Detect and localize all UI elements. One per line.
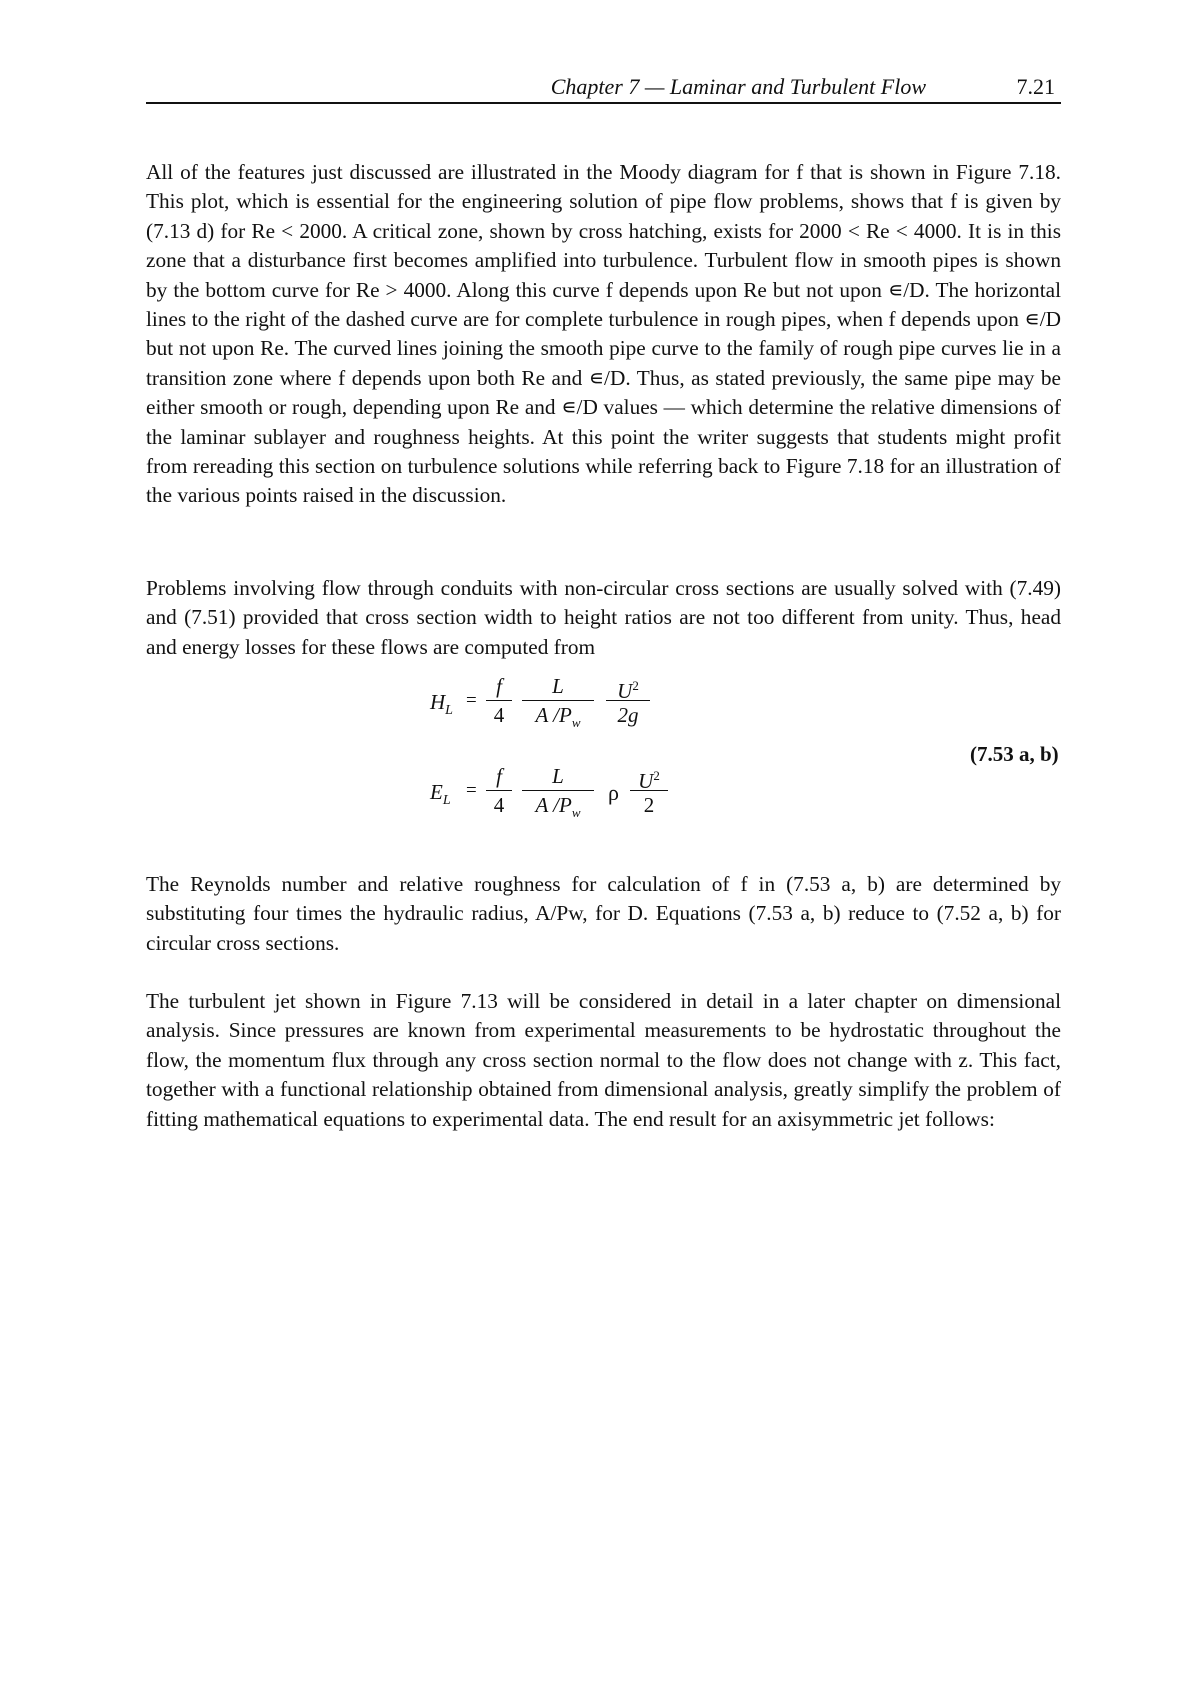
eq2-equals: = (466, 780, 477, 801)
equation-number: (7.53 a, b) (970, 742, 1059, 766)
eq1-equals: = (466, 690, 477, 711)
eq2-rho: ρ (608, 780, 619, 805)
paragraph-turbulent-jet: The turbulent jet shown in Figure 7.13 will be considered in detail in a later chapter on dimensional analysis. Since pressures are known from experimental measurements to be hydrostatic throughout the flow, the momentum flux through any cross section normal to the flow does not change with z. This fact, together with a functional relationship obtained from dimensional analysis, greatly simplify the problem of fitting mathematical equations to experimental data. The end result for an axisymmetric jet follows: (146, 989, 1061, 1131)
eq1-fraction-L-over-A-Pw: L A $/P_w$ (522, 672, 594, 729)
eq2-lhs: $E_L$ (430, 780, 451, 809)
eq1-fraction-f-over-4: f 4 (486, 672, 512, 729)
page-header (146, 70, 1061, 104)
eq2-fraction-f-over-4: f 4 (486, 762, 512, 819)
eq1-fraction-U2-over-2g: $U^2$ 2g (606, 672, 650, 729)
page-number: 7.21 (1016, 74, 1055, 99)
equation-block-7-53 (430, 672, 1070, 847)
running-title: Chapter 7 — Laminar and Turbulent Flow (550, 74, 926, 99)
paragraph-moody-diagram: All of the features just discussed are illustrated in the Moody diagram for f that is shown in Figure 7.18. This plot, which is essential for the engineering solution of pipe flow problems, shows that f is given by (7.13 d) for Re < 2000. A critical zone, shown by cross hatching, exists for 2000 < Re < 4000. It is in this zone that a disturbance first becomes amplified into turbulence. Turbulent flow in smooth pipes is shown by the bottom curve for Re > 4000. Along this curve f depends upon Re but not upon ∊/D. The horizontal lines to the right of the dashed curve are for complete turbulence in rough pipes, when f depends upon ∊/D but not upon Re. The curved lines joining the smooth pipe curve to the family of rough pipe curves lie in a transition zone where f depends upon both Re and ∊/D. Thus, as stated previously, the same pipe may be either smooth or rough, depending upon Re and ∊/D values — which determine the relative dimensions of the laminar sublayer and roughness heights. At this point the writer suggests that students might profit from rereading this section on turbulence solutions while referring back to Figure 7.18 for an illustration of the various points raised in the discussion. (146, 160, 1061, 508)
paragraph-reynolds-number: The Reynolds number and relative roughness for calculation of f in (7.53 a, b) are determined by substituting four times the hydraulic radius, A/Pw, for D. Equations (7.53 a, b) reduce to (7.52 a, b) for circular cross sections. (146, 872, 1061, 955)
eq2-fraction-L-over-A-Pw: L A $/P_w$ (522, 762, 594, 819)
paragraph-noncircular-conduits: Problems involving flow through conduits with non-circular cross sections are usually solved with (7.49) and (7.51) provided that cross section width to height ratios are not too different from unity. Thus, head and energy losses for these flows are computed from (146, 576, 1061, 659)
eq1-lhs: $H_L$ (430, 690, 453, 719)
eq2-fraction-U2-over-2: $U^2$ 2 (630, 762, 668, 819)
